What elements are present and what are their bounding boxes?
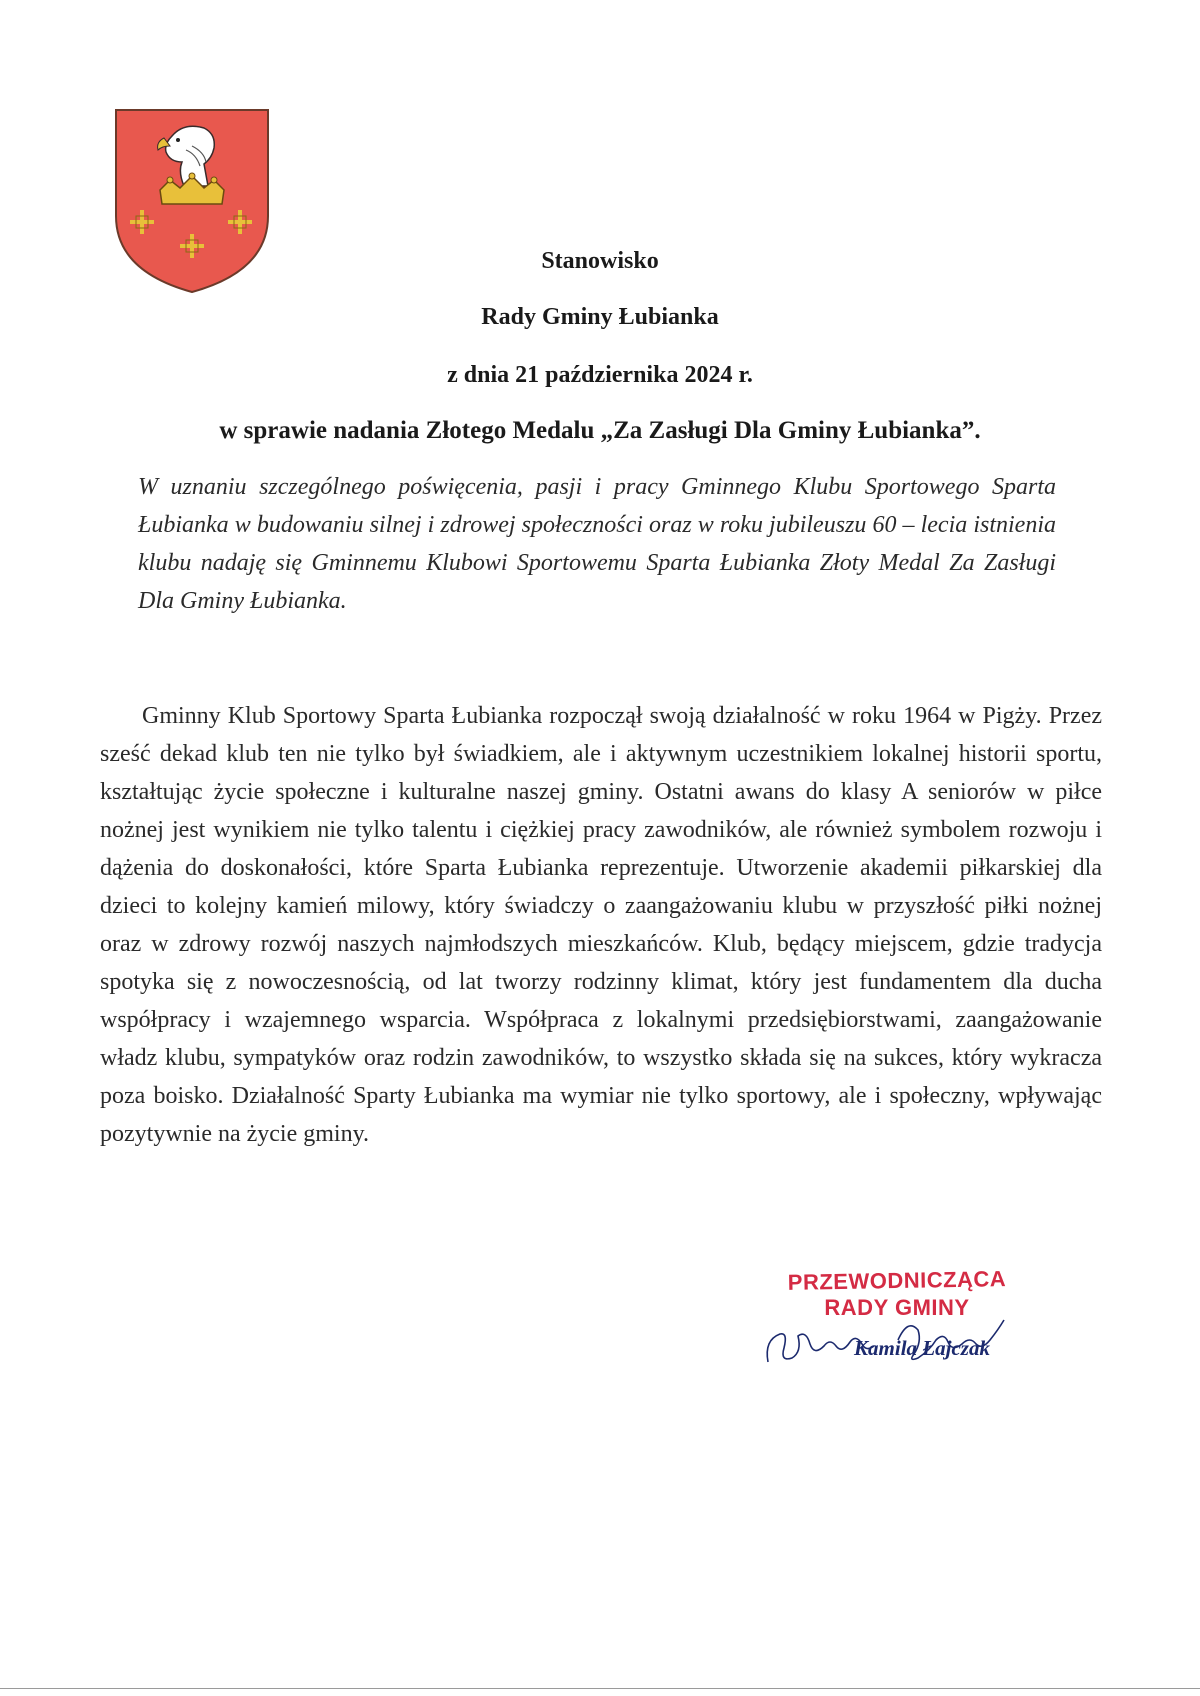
justification-paragraph: Gminny Klub Sportowy Sparta Łubianka rozpoczął swoją działalność w roku 1964 w Pigży. Przez sześć dekad klub ten nie tylko był świadkiem, ale i aktywnym uczestnikiem lokalnej historii sportu, kształtując życie społeczne i kulturalne naszej gminy. Ostatni awans do klasy A seniorów w piłce nożnej jest wynikiem nie tylko talentu i ciężkiej pracy zawodników, ale również symbolem rozwoju i dążenia do doskonałości, które Sparta Łubianka reprezentuje. Utworzenie akademii piłkarskiej dla dzieci to kolejny kamień milowy, który świadczy o zaangażowaniu klubu w przyszłość piłki nożnej oraz w zdrowy rozwój naszych najmłodszych mieszkańców. Klub, będący miejscem, gdzie tradycja spotyka się z nowoczesnością, od lat tworzy rodzinny klimat, który jest fundamentem dla ducha współpracy i wzajemnego wsparcia. Współpraca z lokalnymi przedsiębiorstwami, zaangażowanie władz klubu, sympatyków oraz rodzin zawodników, to wszystko składa się na sukces, który wykracza poza boisko. Działalność Sparty Łubianka ma wymiar nie tylko sportowy, ale i społeczny, wpływając pozytywnie na życie gminy. xyxy=(100,703,1102,1147)
handwritten-signature xyxy=(758,1300,1028,1380)
stamp-name: Kamila Łajczak xyxy=(854,1336,990,1360)
stamp-title: PRZEWODNICZĄCA xyxy=(787,1266,1007,1295)
page-bottom-rule xyxy=(0,1688,1200,1689)
document-title: Stanowisko xyxy=(541,248,659,274)
document-date: z dnia 21 października 2024 r. xyxy=(447,362,753,388)
document-subject: w sprawie nadania Złotego Medalu „Za Zasługi Dla Gminy Łubianka”. xyxy=(219,417,981,444)
stamp-council: RADY GMINY xyxy=(824,1295,970,1320)
resolution-statement: W uznaniu szczególnego poświęcenia, pasji i pracy Gminnego Klubu Sportowego Sparta Łubianka w budowaniu silnej i zdrowej społeczności oraz w roku jubileuszu 60 – lecia istnienia klubu nadaję się Gminnemu Klubowi Sportowemu Sparta Łubianka Złoty Medal Za Zasługi Dla Gminy Łubianka. xyxy=(138,474,1056,614)
issuing-body: Rady Gminy Łubianka xyxy=(481,304,719,330)
